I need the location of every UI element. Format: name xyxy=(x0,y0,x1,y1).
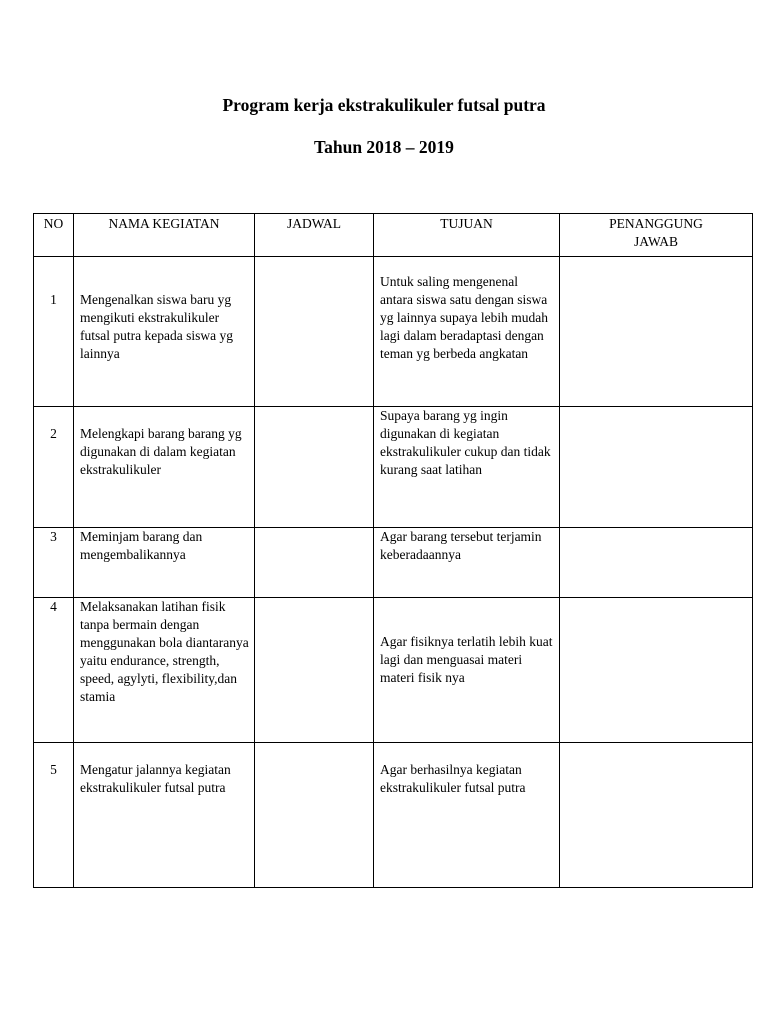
row-no: 5 xyxy=(34,743,74,888)
row-tujuan: Supaya barang yg ingin digunakan di kegiatan ekstrakulikuler cukup dan tidak kurang saat latihan xyxy=(374,407,560,528)
table-header-row xyxy=(34,214,753,257)
row-tujuan: Agar fisiknya terlatih lebih kuat lagi dan menguasai materi materi fisik nya xyxy=(374,598,560,743)
row-nama-kegiatan: Mengenalkan siswa baru yg mengikuti ekstrakulikuler futsal putra kepada siswa yg lainnya xyxy=(74,257,255,407)
row-jadwal xyxy=(255,598,374,743)
row-nama-kegiatan: Meminjam barang dan mengembalikannya xyxy=(74,528,255,598)
row-penanggung-jawab xyxy=(560,528,753,598)
row-jadwal xyxy=(255,407,374,528)
table-row xyxy=(34,598,753,743)
row-jadwal xyxy=(255,528,374,598)
row-penanggung-jawab xyxy=(560,598,753,743)
row-no: 4 xyxy=(34,598,74,743)
row-tujuan: Agar berhasilnya kegiatan ekstrakulikuler futsal putra xyxy=(374,743,560,888)
row-no: 3 xyxy=(34,528,74,598)
table-row xyxy=(34,407,753,528)
header-penanggung-jawab: PENANGGUNG JAWAB xyxy=(560,214,753,257)
row-nama-kegiatan: Melengkapi barang barang yg digunakan di dalam kegiatan ekstrakulikuler xyxy=(74,407,255,528)
program-table xyxy=(33,213,753,888)
table-row xyxy=(34,257,753,407)
row-penanggung-jawab xyxy=(560,743,753,888)
row-tujuan: Agar barang tersebut terjamin keberadaannya xyxy=(374,528,560,598)
document-title: Program kerja ekstrakulikuler futsal putra xyxy=(222,95,546,115)
row-nama-kegiatan: Mengatur jalannya kegiatan ekstrakulikuler futsal putra xyxy=(74,743,255,888)
document-year: Tahun 2018 – 2019 xyxy=(314,137,454,157)
row-no: 2 xyxy=(34,407,74,528)
row-penanggung-jawab xyxy=(560,407,753,528)
header-no: NO xyxy=(34,214,74,257)
row-no: 1 xyxy=(34,257,74,407)
row-nama-kegiatan: Melaksanakan latihan fisik tanpa bermain dengan menggunakan bola diantaranya yaitu endurance, strength, speed, agylyti, flexibility,dan stamia xyxy=(74,598,255,743)
header-jadwal: JADWAL xyxy=(255,214,374,257)
table-row xyxy=(34,528,753,598)
header-tujuan: TUJUAN xyxy=(374,214,560,257)
row-tujuan: Untuk saling mengenenal antara siswa satu dengan siswa yg lainnya supaya lebih mudah lagi dalam beradaptasi dengan teman yg berbeda angkatan xyxy=(374,257,560,407)
row-jadwal xyxy=(255,743,374,888)
table-row xyxy=(34,743,753,888)
row-penanggung-jawab xyxy=(560,257,753,407)
header-nama-kegiatan: NAMA KEGIATAN xyxy=(74,214,255,257)
row-jadwal xyxy=(255,257,374,407)
